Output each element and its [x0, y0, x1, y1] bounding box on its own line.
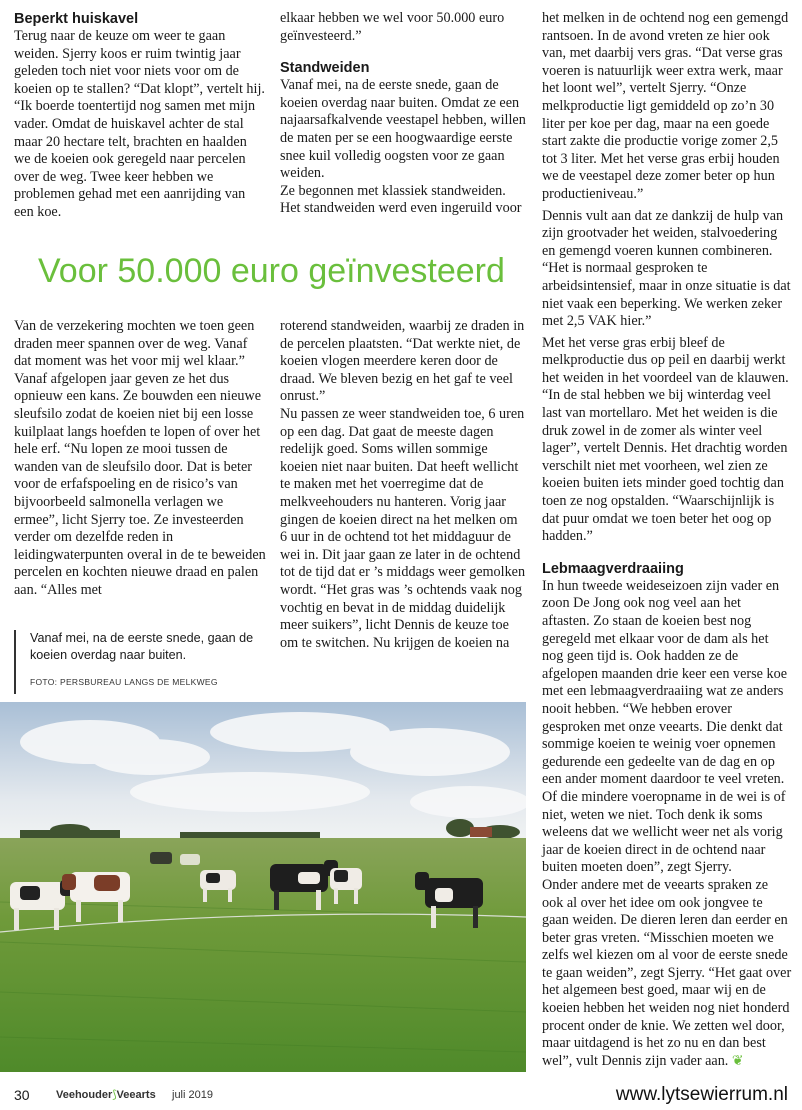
issue-date: juli 2019: [172, 1089, 213, 1101]
magazine-name: [56, 1084, 156, 1106]
page-number: 30: [14, 1087, 30, 1103]
magazine-name-part1: Veehouder: [56, 1089, 113, 1101]
section-heading: Lebmaagverdraaiing: [542, 560, 684, 577]
magazine-name-part2: Veearts: [116, 1089, 156, 1101]
body-text: Nu passen ze weer standweiden toe, 6 uren op een dag. Dat gaat de meeste dagen redelijk goed. Soms willen sommige koeien niet naar buiten. Dat heeft wellicht te maken met het voerregime dat de melkveehouders nu hanteren. Vorig jaar gingen de koeien direct na het melken om 6 uur in de ochtend tot het middaguur de wei in. Dit jaar gaan ze later in de ochtend tot de tijd dat er ’s middags weer gemolken wordt. “Het gras was ’s ochtends vaak nog vochtig en bevat in de middag duidelijk meer suikers”, licht Dennis de keuze toe om te switchen. Nu krijgen de koeien na: [280, 405, 526, 651]
column-3: [542, 10, 792, 1070]
body-text: Vanaf mei, na de eerste snede, gaan de koeien overdag naar buiten. Omdat ze een najaarsafkalvende veestapel hebben, willen de maten per se een hoogwaardige eerste snee kuil volledig oogsten voor ze gaan weiden.: [280, 77, 526, 182]
body-text: Vanaf afgelopen jaar geven ze het dus opnieuw een kans. Ze bouwden een nieuwe sleufsilo zodat de koeien niet bij een losse kuilplaat langs hoefden te lopen of over het hele erf. “Nu lopen ze mooi tussen de wanden van de sleufsilo door. Dat is beter voor de erfafspoeling en de risico’s van bijvoorbeeld salmonella verlagen we ermee”, licht Sjerry toe. Ze investeerden verder om dezelfde reden in leidingwaterpunten overal in de te beweiden percelen en kochten nieuwe draad en palen aan. “Alles met: [14, 370, 266, 598]
leaf-logo-icon: ⟆: [112, 1089, 117, 1101]
body-text: Ze begonnen met klassiek standweiden. Het standweiden werd even ingeruild voor: [280, 182, 522, 217]
column-2-top: [280, 10, 526, 218]
section-heading: Beperkt huiskavel: [14, 11, 139, 27]
photo-credit: FOTO: PERSBUREAU LANGS DE MELKWEG: [30, 677, 218, 687]
body-text: Met het verse gras erbij bleef de melkproductie dus op peil en daarbij werkt het weiden in het voordeel van de klauwen. “In de stal hebben we bij winterdag veel last van mortellaro. Met het weiden is die druk zowel in de zomer als winter veel lager”, vertelt Dennis. Het drachtig worden verschilt niet met voorheen, wel zien ze koeien buiten iets minder goed tochtig dan toen ze nog opstalden. “Waarschijnlijk is dat puur omdat we toen beter het oog op hadden.”: [542, 334, 789, 545]
cows-meadow-photo: [0, 702, 526, 1072]
body-text: het melken in de ochtend nog een gemengd rantsoen. In de avond vreten ze hier ook van, met daarbij vers gras. “Dat verse gras voeren is natuurlijk weer extra werk, maar het loont wel”, vertelt Sjerry. “Onze melkproductie ligt gemiddeld op zo’n 30 liter per koe per dag, maar na een goede start zakte die productie vorige zomer 2,5 tot 3 liter. Met het verse gras erbij houden we de veestapel deze zomer beter op hun productieniveau.”: [542, 10, 789, 202]
caption-text: Vanaf mei, na de eerste snede, gaan de koeien overdag naar buiten.: [30, 631, 254, 662]
article-headline: Voor 50.000 euro geïnvesteerd: [38, 252, 505, 290]
body-text-end: Onder andere met de veearts spraken ze ook al over het idee om ook jongvee te gaan weiden. De dieren leren dan eerder en beter gras vreten. “Misschien moeten we zelfs wel kiezen om al voor de eerste snede te gaan weiden”, zegt Sjerry. “Het gaat over het algemeen best goed, maar wij en de koeien hebben het weiden nog niet honderd procent onder de knie. We zetten wel door, maar uitdagend is het zo nu en dan best wel”, vult Dennis zijn vader aan.: [542, 876, 792, 1069]
body-text: Dennis vult aan dat ze dankzij de hulp van zijn grootvader het weiden, stalvoedering en gemengd voeren kunnen combineren. “Het is normaal gesproken te arbeidsintensief, maar in onze situatie is dat niet vaak een beperking. We werken zeker met 2,5 VAK hier.”: [542, 207, 791, 330]
body-text: Terug naar de keuze om weer te gaan weiden. Sjerry koos er ruim twintig jaar geleden toch niet voor niets voor om de koeien op te stallen? “Dat klopt”, vertelt hij. “Ik boerde toentertijd nog samen met mijn vader. Omdat de huiskavel achter de stal maar 20 hectare telt, brachten en haalden we de koeien ook geregeld naar percelen over de weg. Twee keer hebben we problemen gehad met een aanrijding van een koe.: [14, 28, 265, 220]
column-1-bottom: [14, 318, 266, 600]
body-text: In hun tweede weideseizoen zijn vader en zoon De Jong ook nog veel aan het aftasten. Zo staan de koeien best nog geregeld met elkaar voor de dam als het nog geen tijd is. Ook hadden ze de afgelopen maanden drie keer een verse koe met een lebmaagverdraaiing wat ze anders nooit hebben. “We hebben erover gesproken met onze veearts. Die denkt dat sommige koeien te weinig voer opnemen gedurende een gedeelte van de dag en op een ander moment daardoor te veel vreten. Of die mindere voeropname in de wei is of niet, weten we niet. Toch denk ik soms weleens dat we wellicht weer net als vorig jaar de koeien direct in de ochtend naar buiten moeten doen”, zegt Sjerry.: [542, 577, 787, 876]
body-text: elkaar hebben we wel voor 50.000 euro geïnvesteerd.”: [280, 10, 505, 44]
column-1-top: [14, 10, 266, 222]
website-url: www.lytsewierrum.nl: [615, 1084, 788, 1105]
photo-caption: [14, 630, 270, 694]
body-text: [542, 877, 792, 1071]
column-2-bottom: [280, 318, 526, 652]
leaf-end-mark-icon: ❦: [728, 1052, 744, 1069]
body-text: Van de verzekering mochten we toen geen draden meer spannen over de weg. Vanaf dat moment was het voor mij wel klaar.”: [14, 318, 255, 370]
body-text: roterend standweiden, waarbij ze draden in de percelen plaatsten. “Dat werkte niet, de koeien vlogen meerdere keren door de draad. We bleven bezig en het gaf te veel onrust.”: [280, 318, 525, 405]
section-heading: Standweiden: [280, 60, 370, 77]
